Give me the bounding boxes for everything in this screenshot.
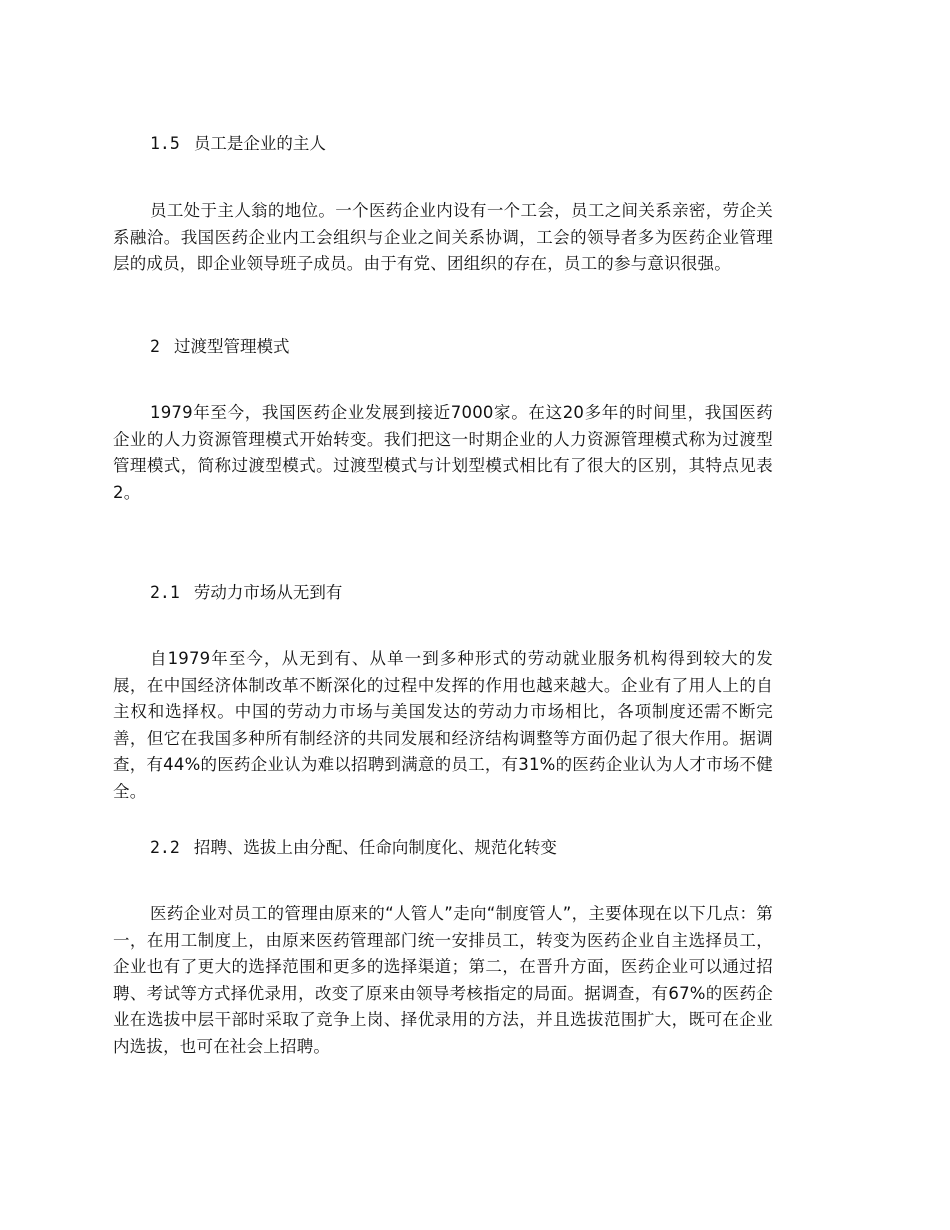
section-paragraph-2-1: 自1979年至今，从无到有、从单一到多种形式的劳动就业服务机构得到较大的发展，在中国经济体制改革不断深化的过程中发挥的作用也越来越大。企业有了用人上的自主权和选择权。中国的劳动力市场与美国发达的劳动力市场相比，各项制度还需不断完善，但它在我国多种所有制经济的共同发展和经济结构调整等方面仍起了很大作用。据调查，有44%的医药企业认为难以招聘到满意的员工，有31%的医药企业认为人才市场不健全。	[113, 649, 773, 801]
section-paragraph-1-5: 员工处于主人翁的地位。一个医药企业内设有一个工会，员工之间关系亲密，劳企关系融洽。我国医药企业内工会组织与企业之间关系协调，工会的领导者多为医药企业管理层的成员，即企业领导班子成员。由于有党、团组织的存在，员工的参与意识很强。	[113, 201, 773, 273]
section-number: 2.2	[150, 838, 180, 857]
section-heading-1-5	[150, 132, 770, 156]
section-heading-2-1	[150, 581, 770, 605]
section-paragraph-2-2: 医药企业对员工的管理由原来的“人管人”走向“制度管人”，主要体现在以下几点：第一，在用工制度上，由原来医药管理部门统一安排员工，转变为医药企业自主选择员工，企业也有了更大的选择范围和更多的选择渠道；第二，在晋升方面，医药企业可以通过招聘、考试等方式择优录用，改变了原来由领导考核指定的局面。据调查，有67%的医药企业在选拔中层干部时采取了竞争上岗、择优录用的方法，并且选拔范围扩大，既可在企业内选拔，也可在社会上招聘。	[113, 904, 773, 1056]
section-number: 2.1	[150, 583, 180, 602]
section-number: 2	[150, 337, 160, 356]
section-heading-2-2	[150, 836, 770, 860]
section-title: 招聘、选拔上由分配、任命向制度化、规范化转变	[193, 838, 557, 857]
section-number: 1.5	[150, 134, 180, 153]
section-title: 劳动力市场从无到有	[193, 583, 343, 602]
section-paragraph-2: 1979年至今，我国医药企业发展到接近7000家。在这20多年的时间里，我国医药企业的人力资源管理模式开始转变。我们把这一时期企业的人力资源管理模式称为过渡型管理模式，简称过渡型模式。过渡型模式与计划型模式相比有了很大的区别，其特点见表2。	[113, 403, 773, 502]
section-title: 员工是企业的主人	[193, 134, 326, 153]
section-title: 过渡型管理模式	[173, 337, 290, 356]
section-heading-2	[150, 335, 770, 359]
